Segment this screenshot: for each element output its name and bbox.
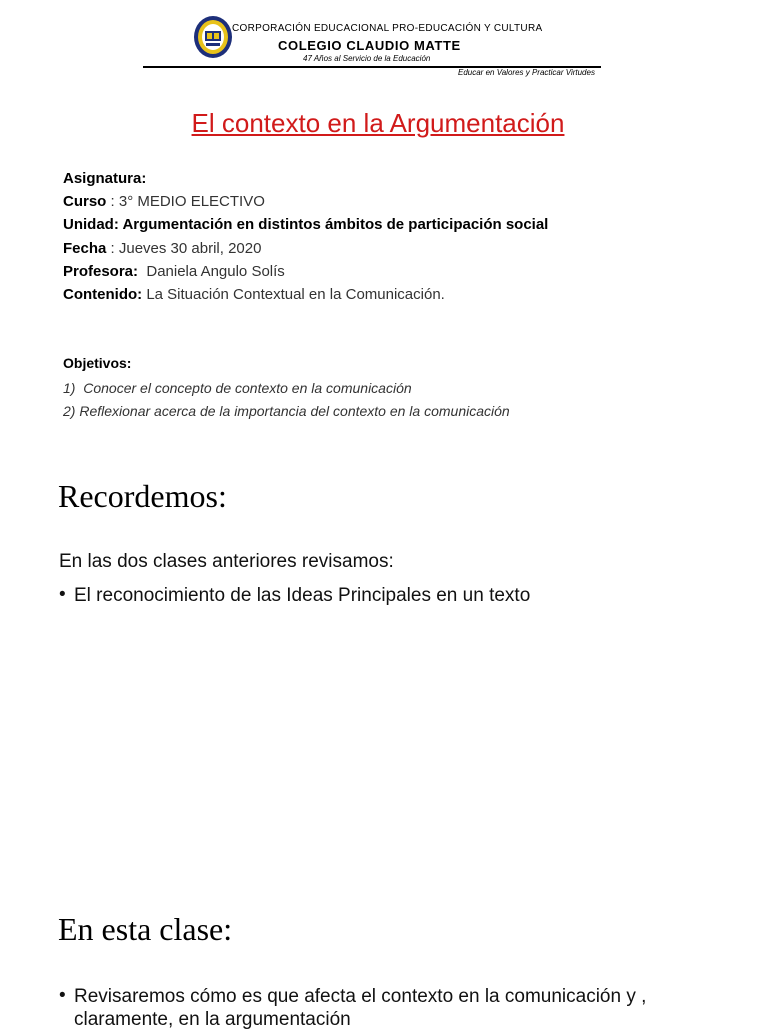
info-profesora xyxy=(63,263,285,281)
unidad-label: Unidad: xyxy=(63,216,119,233)
corporation-name: CORPORACIÓN EDUCACIONAL PRO-EDUCACIÓN Y CULTURA xyxy=(232,23,543,34)
bullet-text: El reconocimiento de las Ideas Principales en un texto xyxy=(74,585,531,606)
list-item xyxy=(59,584,739,607)
bullet-icon: • xyxy=(59,584,66,605)
slide-heading-recordemos: Recordemos: xyxy=(58,478,227,514)
bullet-icon: • xyxy=(59,985,66,1006)
fecha-label: Fecha xyxy=(63,240,107,257)
objectives-title: Objetivos: xyxy=(63,355,132,371)
list-item xyxy=(59,985,739,1031)
profesora-value: Daniela Angulo Solís xyxy=(138,263,285,280)
school-crest-icon xyxy=(193,15,233,59)
info-contenido xyxy=(63,286,445,304)
info-fecha xyxy=(63,240,261,258)
curso-label: Curso xyxy=(63,193,107,210)
asignatura-label: Asignatura: xyxy=(63,170,147,187)
school-motto: Educar en Valores y Practicar Virtudes xyxy=(458,68,595,77)
contenido-label: Contenido: xyxy=(63,286,143,303)
curso-value: : 3° MEDIO ELECTIVO xyxy=(106,193,265,210)
school-tagline: 47 Años al Servicio de la Educación xyxy=(303,54,431,63)
school-name: COLEGIO CLAUDIO MATTE xyxy=(278,38,461,53)
contenido-value: La Situación Contextual en la Comunicación. xyxy=(142,286,445,303)
objective-item: 2) Reflexionar acerca de la importancia del contexto en la comunicación xyxy=(63,403,510,419)
slide-intro-text: En las dos clases anteriores revisamos: xyxy=(59,551,394,572)
info-unidad xyxy=(63,216,548,234)
fecha-value: : Jueves 30 abril, 2020 xyxy=(106,240,262,257)
objective-item: 1) Conocer el concepto de contexto en la comunicación xyxy=(63,380,412,396)
bullet-text: Revisaremos cómo es que afecta el contexto en la comunicación y , claramente, en la argumentación xyxy=(74,986,647,1030)
document-title: El contexto en la Argumentación xyxy=(191,108,565,138)
unidad-value: Argumentación en distintos ámbitos de participación social xyxy=(118,216,549,233)
info-asignatura xyxy=(63,170,146,188)
info-curso xyxy=(63,193,265,211)
profesora-label: Profesora: xyxy=(63,263,139,280)
slide-heading-en-esta-clase: En esta clase: xyxy=(58,911,233,947)
